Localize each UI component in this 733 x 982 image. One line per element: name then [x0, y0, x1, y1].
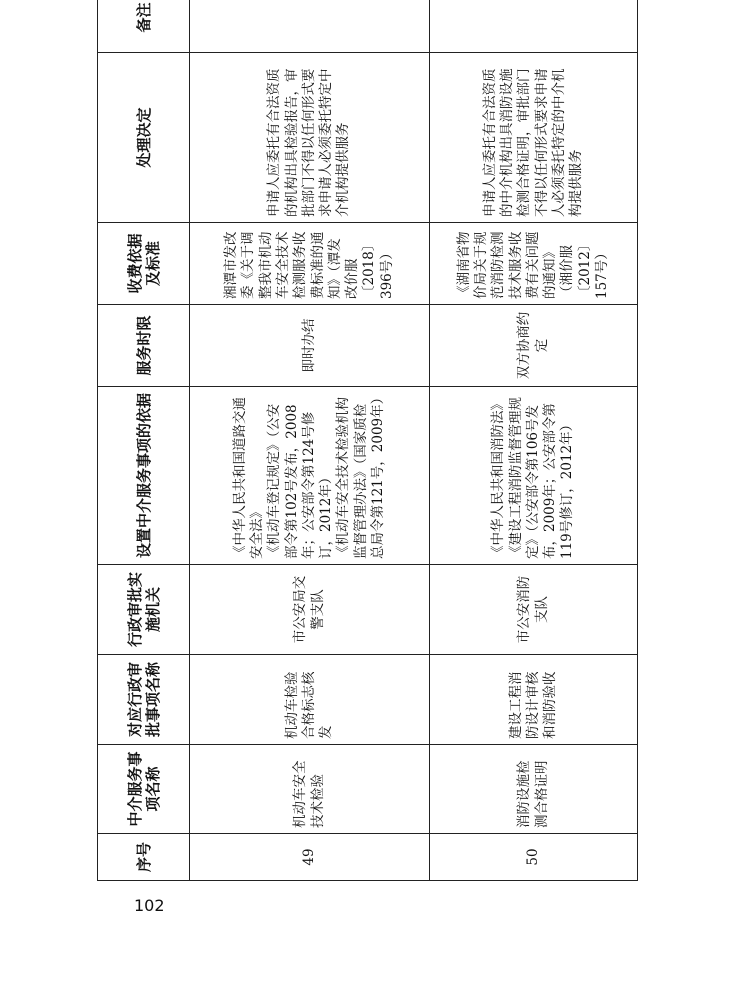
header-seq: 序号	[98, 834, 190, 881]
row-fee-basis: 湘潭市发改委《关于调整我市机动车安全技术检测服务收费标准的通知》（潭发改价服〔2018〕396号）	[190, 223, 430, 305]
row-approval-item: 机动车检验合格标志核发	[190, 655, 430, 745]
row-agency: 市公安消防支队	[430, 565, 638, 655]
row-time-limit: 双方协商约定	[430, 305, 638, 387]
row-time-limit: 即时办结	[190, 305, 430, 387]
header-service-name: 中介服务事项名称	[98, 745, 190, 834]
row-seq: 50	[430, 834, 638, 881]
row-basis: 《中华人民共和国消防法》 《建设工程消防监督管理规定》（公安部令第106号发布，2009年；公安部令第119号修订，2012年）	[430, 387, 638, 565]
table-row	[190, 0, 430, 881]
intermediary-service-table	[97, 0, 638, 881]
row-basis: 《中华人民共和国道路交通安全法》 《机动车登记规定》（公安部令第102号发布，2008年；公安部令第124号修订，2012年） 《机动车安全技术检验机构监督管理办法》（国家质检总局令第121号，2009年）	[190, 387, 430, 565]
header-fee-basis: 收费依据及标准	[98, 223, 190, 305]
header-basis: 设置中介服务事项的依据	[98, 387, 190, 565]
table-row	[430, 0, 638, 881]
row-seq: 49	[190, 834, 430, 881]
header-approval-item: 对应行政审批事项名称	[98, 655, 190, 745]
header-remarks: 备注	[98, 0, 190, 53]
header-agency: 行政审批实施机关	[98, 565, 190, 655]
header-decision: 处理决定	[98, 53, 190, 223]
table-header-row	[98, 0, 190, 881]
row-decision: 申请人应委托有合法资质的机构出具检验报告，审批部门不得以任何形式要求申请人必须委托特定中介机构提供服务	[190, 53, 430, 223]
row-remarks	[430, 0, 638, 53]
row-service-name: 消防设施检测合格证明	[430, 745, 638, 834]
row-service-name: 机动车安全技术检验	[190, 745, 430, 834]
rotated-page-content	[97, 2, 637, 881]
row-agency: 市公安局交警支队	[190, 565, 430, 655]
row-decision: 申请人应委托有合法资质的中介机构出具消防设施检测合格证明，审批部门不得以任何形式要求申请人必须委托特定的中介机构提供服务	[430, 53, 638, 223]
page-number: 102	[134, 896, 165, 915]
row-fee-basis: 《湖南省物价局关于规范消防检测技术服务收费有关问题的通知》（湘价服〔2012〕157号）	[430, 223, 638, 305]
row-approval-item: 建设工程消防设计审核和消防验收	[430, 655, 638, 745]
header-time-limit: 服务时限	[98, 305, 190, 387]
row-remarks	[190, 0, 430, 53]
